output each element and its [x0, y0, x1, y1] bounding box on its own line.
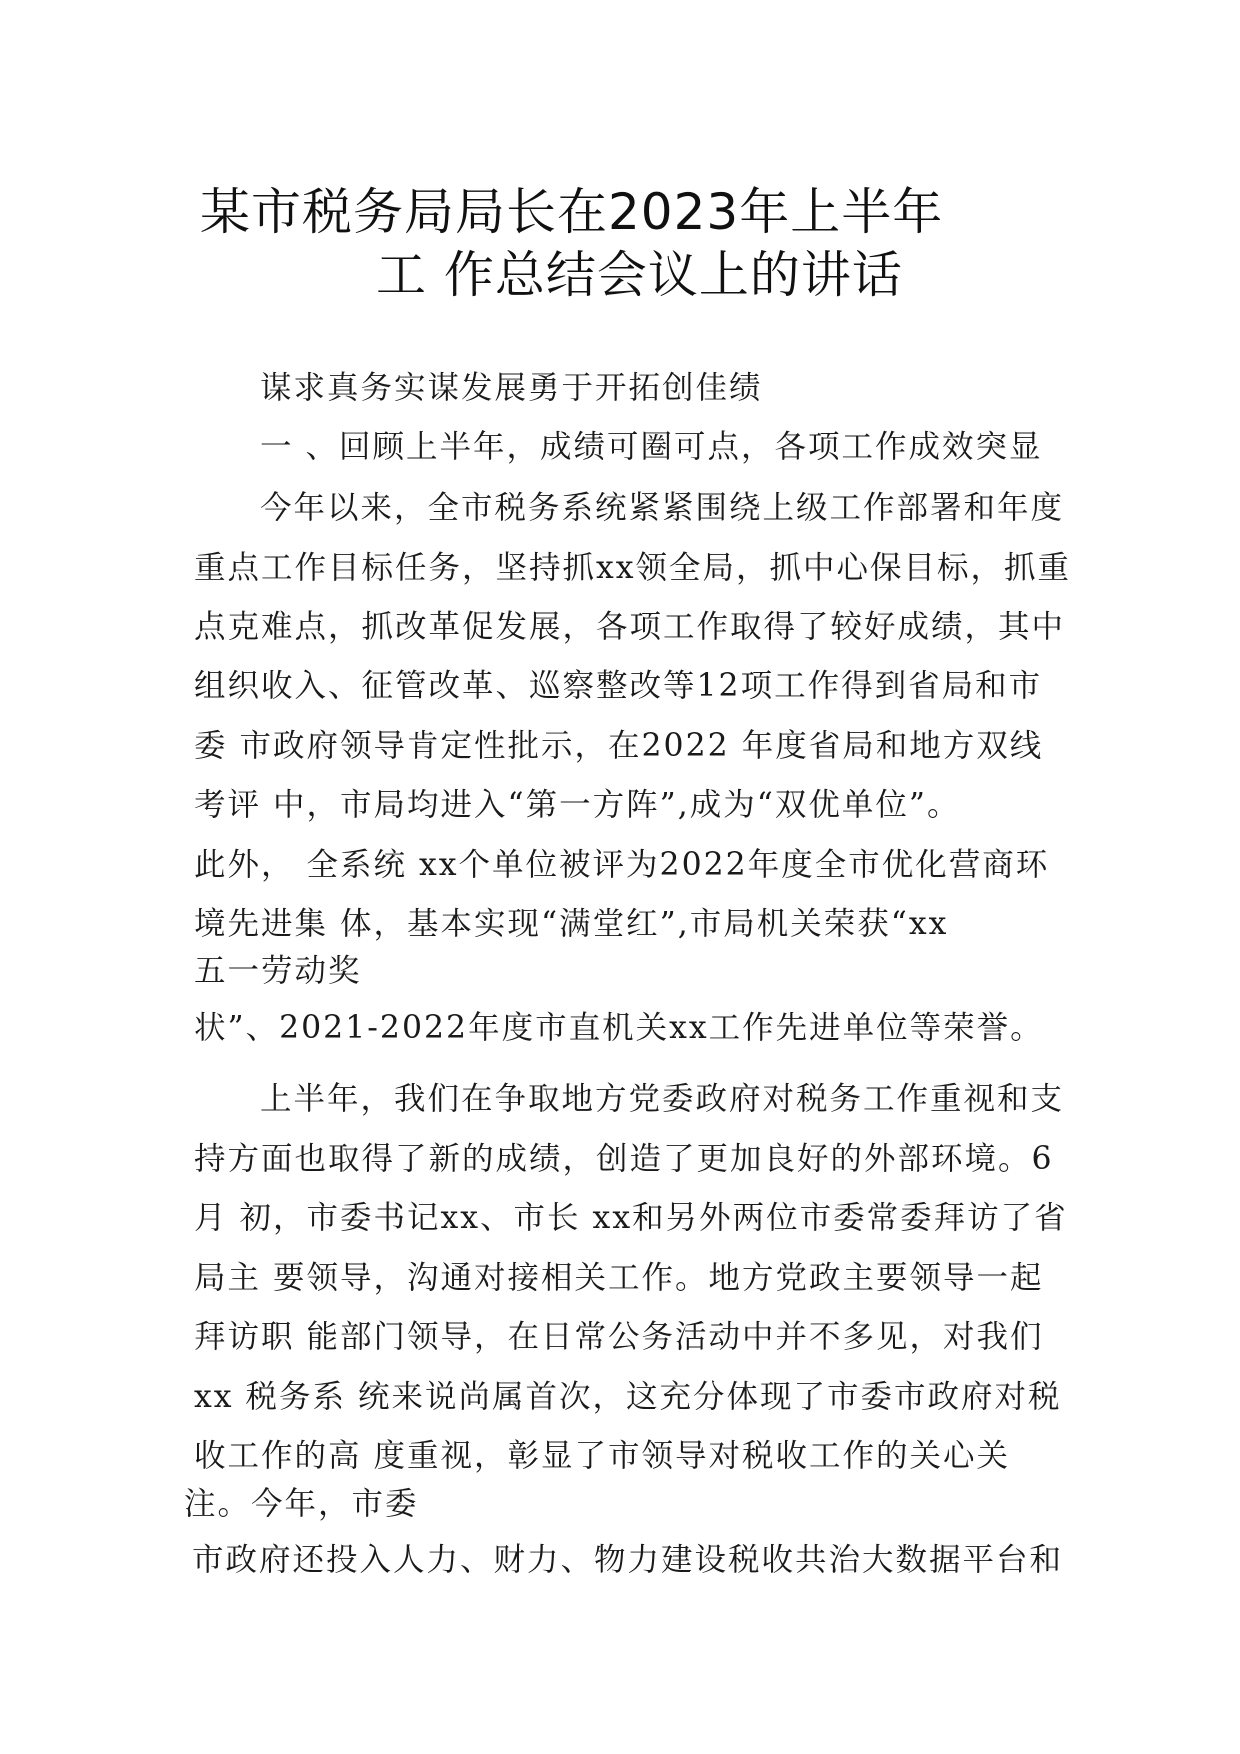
subtitle-line: 谋求真务实谋发展勇于开拓创佳绩 — [260, 370, 763, 406]
body-line: 上半年，我们在争取地方党委政府对税务工作重视和支 — [260, 1081, 1065, 1117]
body-line: 持方面也取得了新的成绩，创造了更加良好的外部环境。6 — [194, 1141, 1054, 1177]
body-line: 组织收入、征管改革、巡察整改等12项工作得到省局和市 — [194, 668, 1043, 704]
section-heading: 一 、回顾上半年，成绩可圈可点，各项工作成效突显 — [260, 429, 1043, 465]
body-line: 点克难点，抓改革促发展，各项工作取得了较好成绩，其中 — [194, 609, 1066, 645]
body-line: xx 税务系 统来说尚属首次，这充分体现了市委市政府对税 — [194, 1379, 1062, 1415]
body-line: 五一劳动奖 — [194, 953, 362, 989]
body-line: 状”、2021-2022年度市直机关xx工作先进单位等荣誉。 — [194, 1010, 1044, 1046]
body-line: 月 初，市委书记xx、市长 xx和另外两位市委常委拜访了省 — [194, 1200, 1068, 1236]
body-line: 拜访职 能部门领导，在日常公务活动中并不多见，对我们 — [194, 1319, 1044, 1355]
body-line: 此外， 全系统 xx个单位被评为2022年度全市优化营商环 — [194, 847, 1050, 883]
body-line: 今年以来，全市税务系统紧紧围绕上级工作部署和年度 — [260, 490, 1065, 526]
body-line: 境先进集 体，基本实现“满堂红”,市局机关荣获“xx — [194, 906, 949, 942]
title-line-1: 某市税务局局长在2023年上半年 — [200, 183, 944, 241]
body-line: 考评 中，市局均进入“第一方阵”,成为“双优单位”。 — [194, 787, 961, 823]
body-line: 市政府还投入人力、财力、物力建设税收共治大数据平台和 — [192, 1542, 1064, 1578]
title-line-2: 工 作总结会议上的讲话 — [376, 246, 903, 304]
body-line: 局主 要领导，沟通对接相关工作。地方党政主要领导一起 — [194, 1260, 1044, 1296]
body-line: 收工作的高 度重视，彰显了市领导对税收工作的关心关 — [194, 1438, 1011, 1474]
body-line: 重点工作目标任务，坚持抓xx领全局，抓中心保目标，抓重 — [194, 550, 1072, 586]
body-line: 委 市政府领导肯定性批示，在2022 年度省局和地方双线 — [194, 728, 1044, 764]
body-line: 注。今年，市委 — [184, 1486, 419, 1522]
